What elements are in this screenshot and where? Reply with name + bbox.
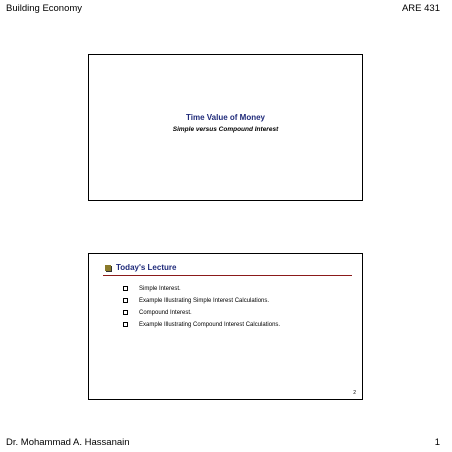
- list-item-text: Compound Interest.: [139, 310, 192, 316]
- checkbox-bullet-icon: [123, 322, 128, 327]
- slide-2: [88, 253, 363, 400]
- list-item-text: Example Illustrating Compound Interest Calculations.: [139, 322, 281, 328]
- list-item-text: Simple Interest.: [139, 286, 181, 292]
- slide-1: [88, 54, 363, 201]
- checkbox-bullet-icon: [123, 310, 128, 315]
- checkbox-bullet-icon: [123, 298, 128, 303]
- checkbox-bullet-icon: [123, 286, 128, 291]
- header-course-code: ARE 431: [401, 3, 440, 14]
- lecture-topic-list: [123, 285, 280, 333]
- title-bullet-icon: [105, 265, 111, 271]
- list-item-text: Example Illustrating Simple Interest Calculations.: [139, 298, 270, 304]
- list-item: [123, 321, 280, 333]
- slide-1-subtitle: Simple versus Compound Interest: [172, 126, 279, 133]
- footer-author: Dr. Mohammad A. Hassanain: [6, 437, 130, 448]
- list-item: [123, 297, 280, 309]
- slide-2-title: Today's Lecture: [116, 263, 177, 272]
- slide-1-title: Time Value of Money: [186, 113, 265, 122]
- list-item: [123, 309, 280, 321]
- list-item: [123, 285, 280, 297]
- header-course-title: Building Economy: [6, 3, 83, 14]
- footer-page-number: 1: [434, 437, 440, 448]
- title-divider: [103, 275, 352, 276]
- slide-page-number: 2: [353, 390, 356, 396]
